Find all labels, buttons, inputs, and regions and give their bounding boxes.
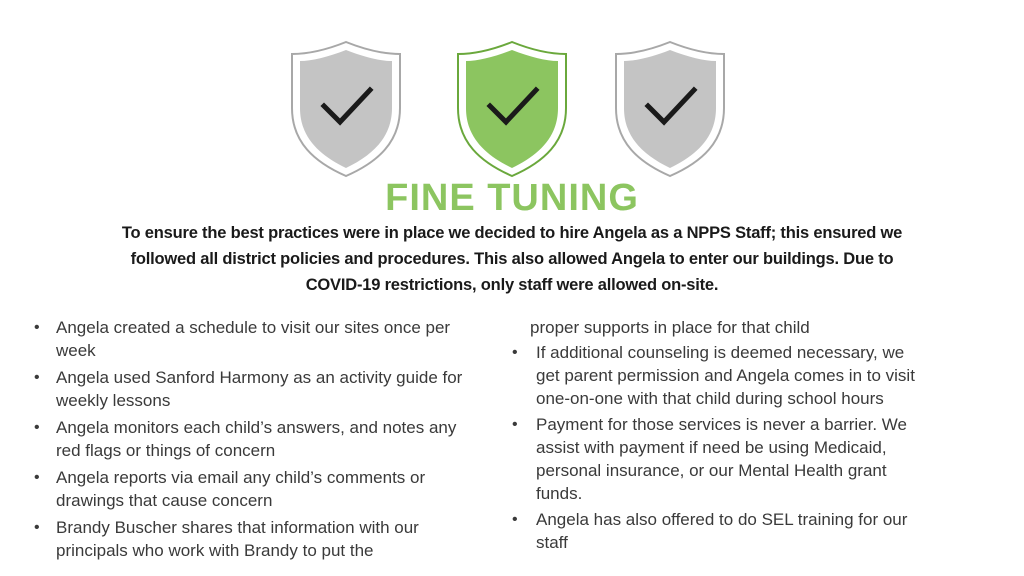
list-item: • Angela reports via email any child’s comments or drawings that cause concern [32,466,482,512]
list-item-continuation: proper supports in place for that child [530,318,810,337]
shield-check-icon [288,38,404,178]
list-item: • Angela monitors each child’s answers, and notes any red flags or things of concern [32,416,482,462]
left-column [32,316,482,566]
shield-check-icon [454,38,570,178]
list-item: • Angela created a schedule to visit our sites once per week [32,316,482,362]
bullet-list [32,316,482,562]
list-item: • Angela has also offered to do SEL training for our staff [510,508,920,554]
list-item: • Brandy Buscher shares that information with our principals who work with Brandy to put the [32,516,482,562]
list-item: • If additional counseling is deemed necessary, we get parent permission and Angela comes in to visit one-on-one with that child during school hours [510,341,920,410]
list-item: • Payment for those services is never a barrier. We assist with payment if need be using Medicaid, personal insurance, or our Mental Health grant funds. [510,413,920,505]
bullet-list [510,341,920,554]
shield-check-icon [612,38,728,178]
right-column [510,316,920,557]
list-item: • Angela used Sanford Harmony as an activity guide for weekly lessons [32,366,482,412]
intro-paragraph: To ensure the best practices were in place we decided to hire Angela as a NPPS Staff; this ensured we followed all district policies and procedures. This also allowed Angela to enter our buildings. Due to COVID-19 restrictions, only staff were allowed on-site. [121,224,903,294]
page-title: FINE TUNING [385,177,639,219]
